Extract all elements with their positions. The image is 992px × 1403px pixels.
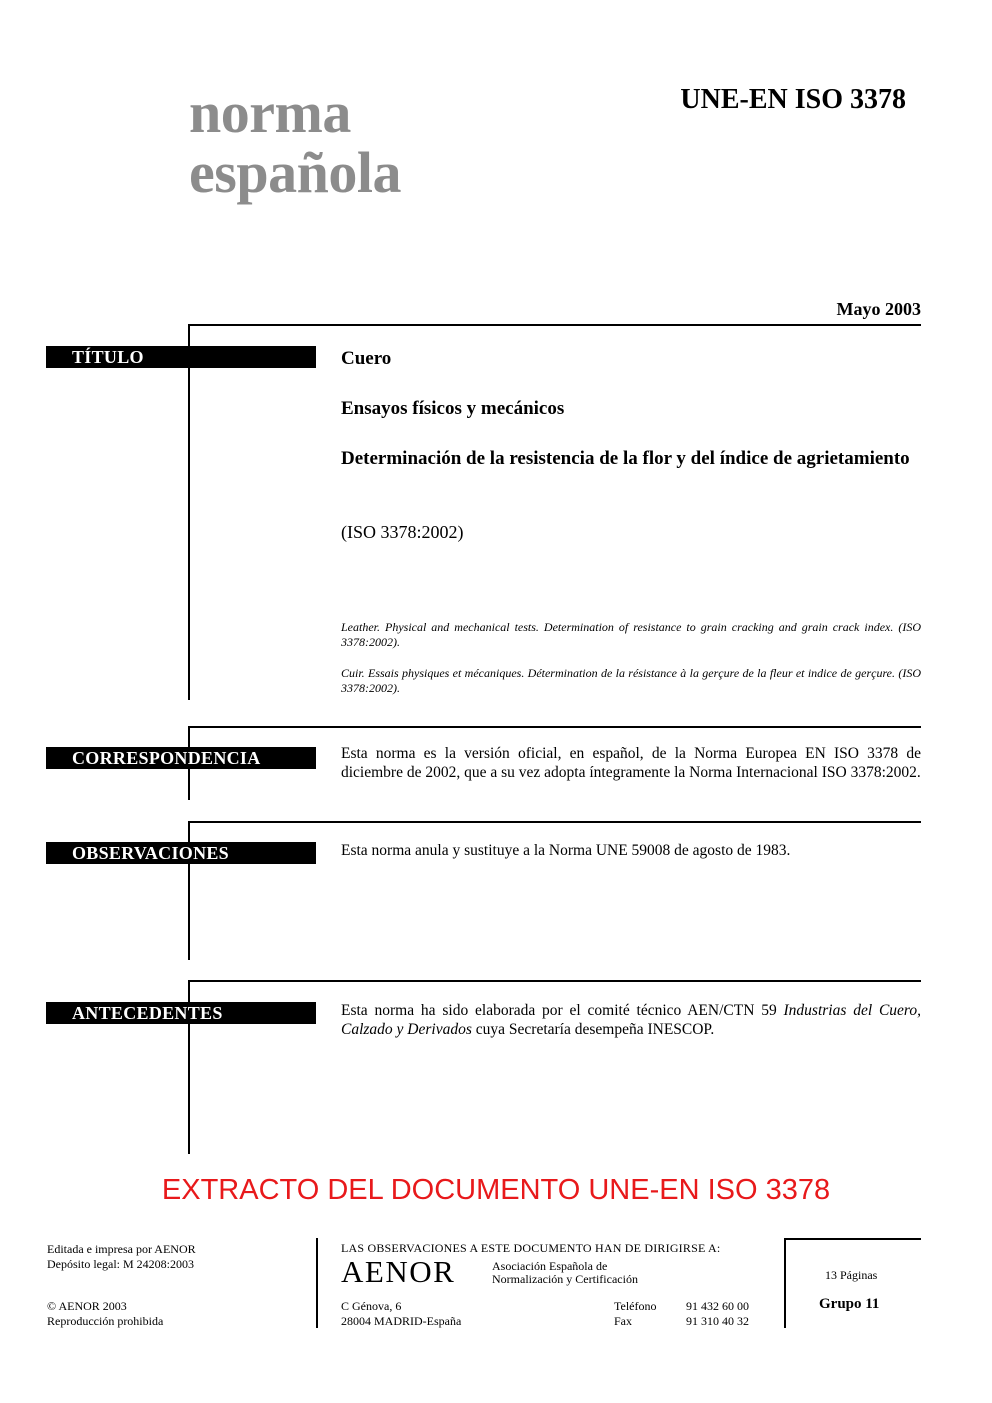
divider-observaciones <box>189 821 921 823</box>
extract-watermark: EXTRACTO DEL DOCUMENTO UNE-EN ISO 3378 <box>161 1174 831 1206</box>
brand-espanola: española <box>189 140 401 205</box>
aenor-full-name <box>492 1260 638 1286</box>
brand-norma: norma <box>189 80 351 145</box>
phone-number: 91 432 60 00 <box>686 1299 749 1313</box>
section-label-observaciones: OBSERVACIONES <box>46 842 316 864</box>
divider-titulo <box>189 324 921 326</box>
antecedentes-text-end: cuya Secretaría desempeña INESCOP. <box>471 1020 715 1038</box>
title-french: Cuir. Essais physiques et mécaniques. Détermination de la résistance à la gerçure de la fleur et indice de gerçure. (ISO 3378:2002). <box>341 666 921 695</box>
footer-edited: Editada e impresa por AENOR <box>47 1242 196 1256</box>
title-line-1: Cuero <box>341 348 392 369</box>
divider-antecedentes <box>189 980 921 982</box>
footer-copyright: © AENOR 2003 <box>47 1299 127 1313</box>
vertical-rule-titulo <box>188 324 190 700</box>
divider-correspondencia <box>189 726 921 728</box>
footer-reproduction: Reproducción prohibida <box>47 1314 164 1328</box>
section-label-antecedentes: ANTECEDENTES <box>46 1002 316 1024</box>
publication-date: Mayo 2003 <box>836 299 921 319</box>
price-group: Grupo 11 <box>819 1296 880 1312</box>
title-line-2: Ensayos físicos y mecánicos <box>341 398 565 419</box>
aenor-full-name-line-1: Asociación Española de <box>492 1259 608 1273</box>
page-count: 13 Páginas <box>825 1268 878 1282</box>
aenor-full-name-line-2: Normalización y Certificación <box>492 1272 638 1286</box>
aenor-logo: AENOR <box>341 1254 456 1289</box>
section-label-correspondencia: CORRESPONDENCIA <box>46 747 316 769</box>
title-line-3: Determinación de la resistencia de la flor y del índice de agrietamiento <box>341 448 910 469</box>
fax-label: Fax <box>614 1314 632 1328</box>
fax-number: 91 310 40 32 <box>686 1314 749 1328</box>
footer-separator <box>316 1238 318 1328</box>
antecedentes-text <box>341 1002 921 1039</box>
correspondencia-text: Esta norma es la versión oficial, en español, de la Norma Europea EN ISO 3378 de diciembre de 2002, que a su vez adopta íntegramente la Norma Internacional ISO 3378:2002. <box>341 745 921 781</box>
title-english: Leather. Physical and mechanical tests. Determination of resistance to grain cracking and grain crack index. (ISO 3378:2002). <box>341 620 921 649</box>
observaciones-text: Esta norma anula y sustituye a la Norma UNE 59008 de agosto de 1983. <box>341 842 791 859</box>
standard-code: UNE-EN ISO 3378 <box>680 84 906 115</box>
observations-heading: LAS OBSERVACIONES A ESTE DOCUMENTO HAN DE DIRIGIRSE A: <box>341 1241 721 1255</box>
phone-label: Teléfono <box>614 1299 657 1313</box>
address-line-2: 28004 MADRID-España <box>341 1314 462 1328</box>
section-label-titulo: TÍTULO <box>46 346 316 368</box>
iso-reference: (ISO 3378:2002) <box>341 522 464 542</box>
footer-deposit: Depósito legal: M 24208:2003 <box>47 1257 194 1271</box>
pages-box <box>784 1238 921 1328</box>
committee-name: Industrias del Cuero, Calzado y Derivados <box>341 1002 921 1038</box>
antecedentes-text-start: Esta norma ha sido elaborada por el comité técnico AEN/CTN 59 <box>341 1002 784 1019</box>
address-line-1: C Génova, 6 <box>341 1299 402 1313</box>
